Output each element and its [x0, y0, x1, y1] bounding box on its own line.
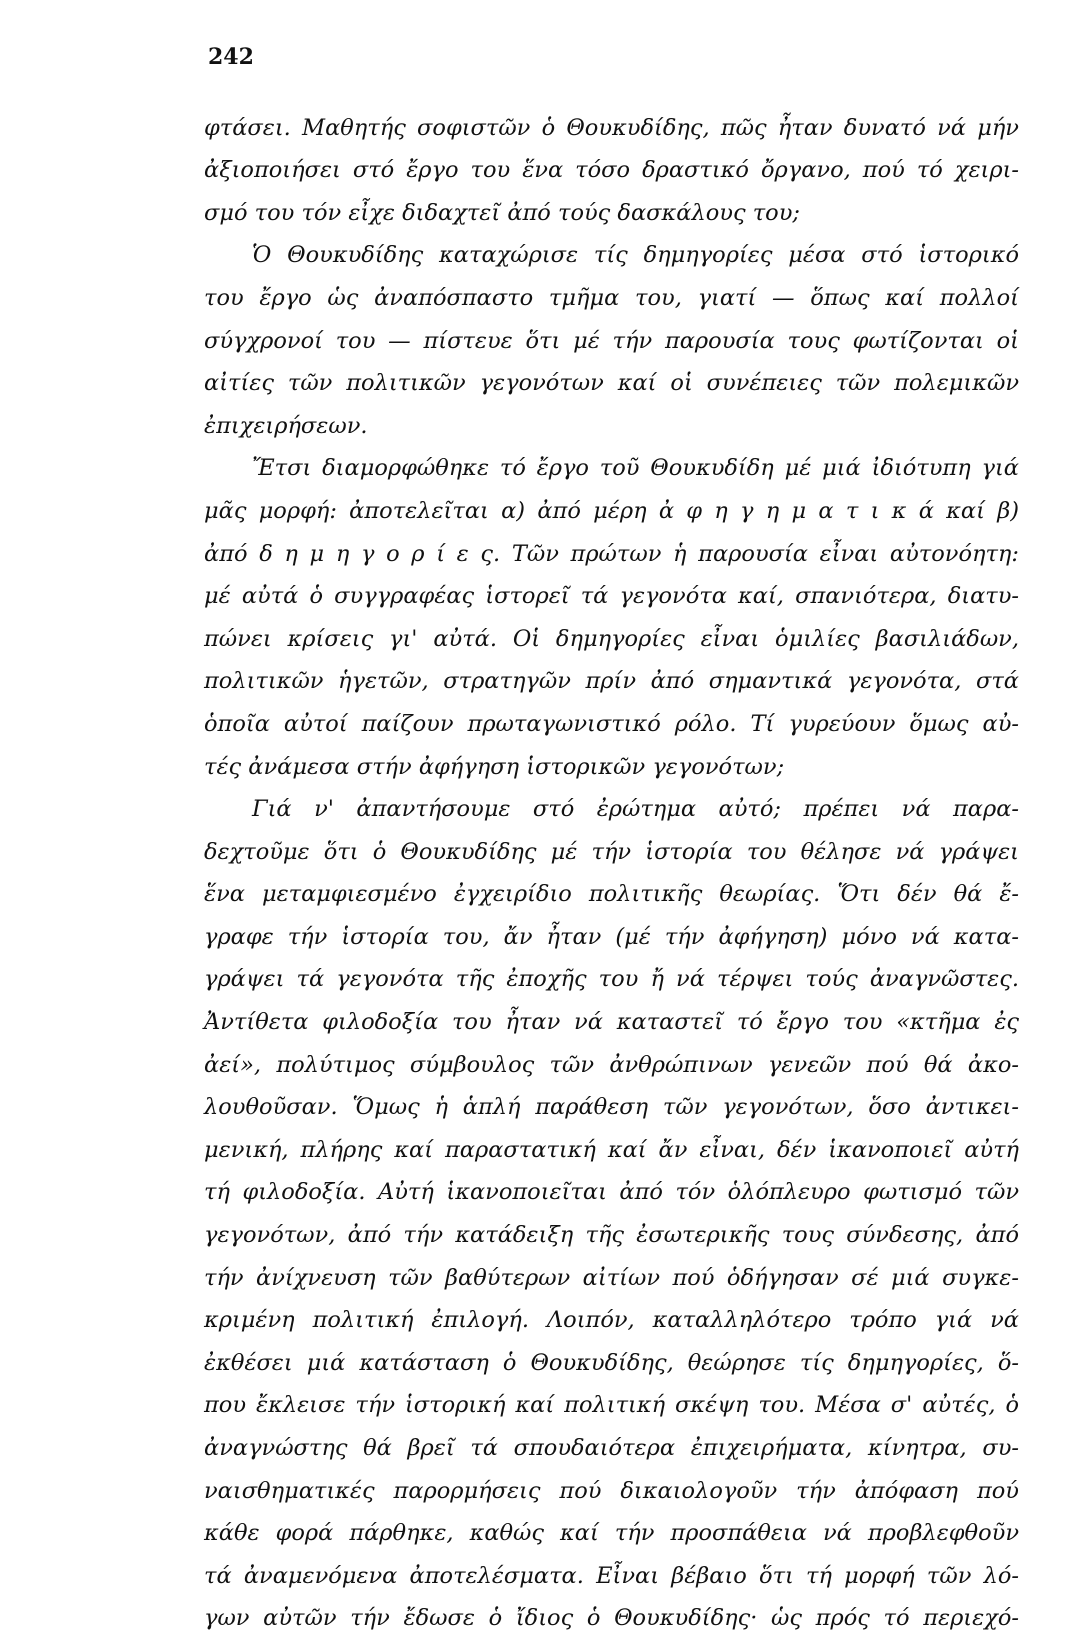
- text-line-content: που ἔκλεισε τήν ἱστορική καί πολιτική σκέψη του. Μέσα σ' αὐτές, ὁ: [204, 1392, 1019, 1419]
- text-line: [204, 1546, 1019, 1589]
- text-line-content: ὁποῖα αὐτοί παίζουν πρωταγωνιστικό ρόλο. Τί γυρεύουν ὅμως αὐ-: [204, 710, 1019, 737]
- text-line-content: πολιτικῶν ἡγετῶν, στρατηγῶν πρίν ἀπό σημαντικά γεγονότα, στά: [204, 668, 1019, 695]
- text-line-content: κριμένη πολιτική ἐπιλογή. Λοιπόν, καταλληλότερο τρόπο γιά νά: [204, 1307, 1019, 1334]
- text-line-content: Ἀντίθετα φιλοδοξία του ἦταν νά καταστεῖ τό ἔργο του «κτῆμα ἐς: [204, 1009, 1019, 1036]
- text-line: [204, 1035, 1019, 1078]
- text-line: [204, 1461, 1019, 1504]
- text-line-content: μᾶς μορφή: ἀποτελεῖται α) ἀπό μέρη ἀ φ η γ η μ α τ ι κ ά καί β): [204, 497, 1019, 524]
- text-line: [204, 609, 1019, 652]
- text-line-content: γραφε τήν ἱστορία του, ἄν ἦταν (μέ τήν ἀφήγηση) μόνο νά κατα-: [204, 923, 1019, 950]
- text-line: [204, 481, 1019, 524]
- text-line: [204, 1376, 1019, 1419]
- text-line-content: σμό του τόν εἶχε διδαχτεῖ ἀπό τούς δασκάλους του;: [204, 199, 800, 226]
- text-line: [204, 567, 1019, 610]
- text-line-content: ἀναγνώστης θά βρεῖ τά σπουδαιότερα ἐπιχειρήματα, κίνητρα, συ-: [204, 1435, 1019, 1461]
- text-line: [204, 652, 1019, 695]
- text-line: [204, 98, 1019, 141]
- text-line: [204, 268, 1019, 311]
- text-line-content: ἀπό δ η μ η γ ο ρ ί ε ς. Τῶν πρώτων ἡ παρουσία εἶναι αὐτονόητη:: [204, 540, 1019, 567]
- text-line-content: κάθε φορά πάρθηκε, καθώς καί τήν προσπάθεια νά προβλεφθοῦν: [204, 1520, 1019, 1547]
- text-line: [204, 439, 1019, 482]
- text-line-content: ἐκθέσει μιά κατάσταση ὁ Θουκυδίδης, θεώρησε τίς δημηγορίες, ὅ-: [204, 1349, 1019, 1376]
- text-line: [204, 907, 1019, 950]
- text-line-content: Γιά ν' ἀπαντήσουμε στό ἐρώτημα αὐτό; πρέπει νά παρα-: [252, 796, 1019, 823]
- text-line: [204, 1589, 1019, 1631]
- text-line: [204, 992, 1019, 1035]
- text-line: [204, 1291, 1019, 1334]
- text-line-content: ἀξιοποιήσει στό ἔργο του ἕνα τόσο δραστικό ὄργανο, πού τό χειρι-: [204, 157, 1019, 184]
- text-line: [204, 865, 1019, 908]
- text-line-content: ἐπιχειρήσεων.: [204, 412, 368, 439]
- text-line: [204, 354, 1019, 397]
- text-line: [204, 183, 1019, 226]
- text-line-content: αἰτίες τῶν πολιτικῶν γεγονότων καί οἱ συνέπειες τῶν πολεμικῶν: [204, 370, 1019, 397]
- text-line-content: του ἔργο ὡς ἀναπόσπαστο τμῆμα του, γιατί — ὅπως καί πολλοί: [204, 284, 1019, 311]
- text-line-content: μέ αὐτά ὁ συγγραφέας ἱστορεῖ τά γεγονότα καί, σπανιότερα, διατυ-: [204, 583, 1019, 610]
- text-line-content: γεγονότων, ἀπό τήν κατάδειξη τῆς ἐσωτερικῆς τους σύνδεσης, ἀπό: [204, 1222, 1019, 1249]
- text-line-content: τήν ἀνίχνευση τῶν βαθύτερων αἰτίων πού ὁδήγησαν σέ μιά συγκε-: [204, 1264, 1019, 1291]
- text-line-content: τές ἀνάμεσα στήν ἀφήγηση ἱστορικῶν γεγονότων;: [204, 753, 785, 780]
- text-line: [204, 311, 1019, 354]
- text-line-content: πώνει κρίσεις γι' αὐτά. Οἱ δημηγορίες εἶναι ὁμιλίες βασιλιάδων,: [204, 625, 1019, 652]
- text-line: [204, 1078, 1019, 1121]
- text-line-content: Ὁ Θουκυδίδης καταχώρισε τίς δημηγορίες μέσα στό ἱστορικό: [252, 242, 1019, 269]
- text-line: [204, 141, 1019, 184]
- text-line: [204, 694, 1019, 737]
- text-line: [204, 1333, 1019, 1376]
- text-line-content: ἀεί», πολύτιμος σύμβουλος τῶν ἀνθρώπινων γενεῶν πού θά ἀκο-: [204, 1051, 1019, 1078]
- text-line: [204, 1418, 1019, 1461]
- text-line: [204, 950, 1019, 993]
- text-line: [204, 1163, 1019, 1206]
- text-line: [204, 1248, 1019, 1291]
- text-line: [204, 1205, 1019, 1248]
- text-line-content: λουθοῦσαν. Ὅμως ἡ ἁπλή παράθεση τῶν γεγονότων, ὅσο ἀντικει-: [204, 1094, 1019, 1121]
- text-line-content: δεχτοῦμε ὅτι ὁ Θουκυδίδης μέ τήν ἱστορία του θέλησε νά γράψει: [204, 838, 1019, 865]
- body-text: [204, 98, 1019, 1631]
- text-line: [204, 226, 1019, 269]
- text-line: [204, 1120, 1019, 1163]
- text-line-content: ναισθηματικές παρορμήσεις πού δικαιολογοῦν τήν ἀπόφαση πού: [204, 1477, 1019, 1504]
- text-line: [204, 822, 1019, 865]
- text-line: [204, 524, 1019, 567]
- text-line-content: φτάσει. Μαθητής σοφιστῶν ὁ Θουκυδίδης, πῶς ἦταν δυνατό νά μήν: [204, 114, 1019, 141]
- text-line-content: μενική, πλήρης καί παραστατική καί ἄν εἶναι, δέν ἱκανοποιεῖ αὐτή: [204, 1136, 1019, 1163]
- text-line: [204, 1504, 1019, 1547]
- text-line-content: τά ἀναμενόμενα ἀποτελέσματα. Εἶναι βέβαιο ὅτι τή μορφή τῶν λό-: [204, 1562, 1019, 1589]
- text-line-content: ἕνα μεταμφιεσμένο ἐγχειρίδιο πολιτικῆς θεωρίας. Ὅτι δέν θά ἔ-: [204, 881, 1019, 908]
- text-line: [204, 737, 1019, 780]
- page-number: 242: [208, 44, 254, 70]
- text-line: [204, 780, 1019, 823]
- text-line-content: τή φιλοδοξία. Αὐτή ἱκανοποιεῖται ἀπό τόν ὁλόπλευρο φωτισμό τῶν: [204, 1179, 1019, 1206]
- text-line-content: γράψει τά γεγονότα τῆς ἐποχῆς του ἤ νά τέρψει τούς ἀναγνῶστες.: [204, 966, 1019, 993]
- text-line-content: σύγχρονοί του — πίστευε ὅτι μέ τήν παρουσία τους φωτίζονται οἱ: [204, 327, 1019, 354]
- text-line: [204, 396, 1019, 439]
- text-line-content: Ἔτσι διαμορφώθηκε τό ἔργο τοῦ Θουκυδίδη μέ μιά ἰδιότυπη γιά: [252, 455, 1019, 482]
- text-line-content: γων αὐτῶν τήν ἔδωσε ὁ ἴδιος ὁ Θουκυδίδης· ὡς πρός τό περιεχό-: [204, 1605, 1019, 1631]
